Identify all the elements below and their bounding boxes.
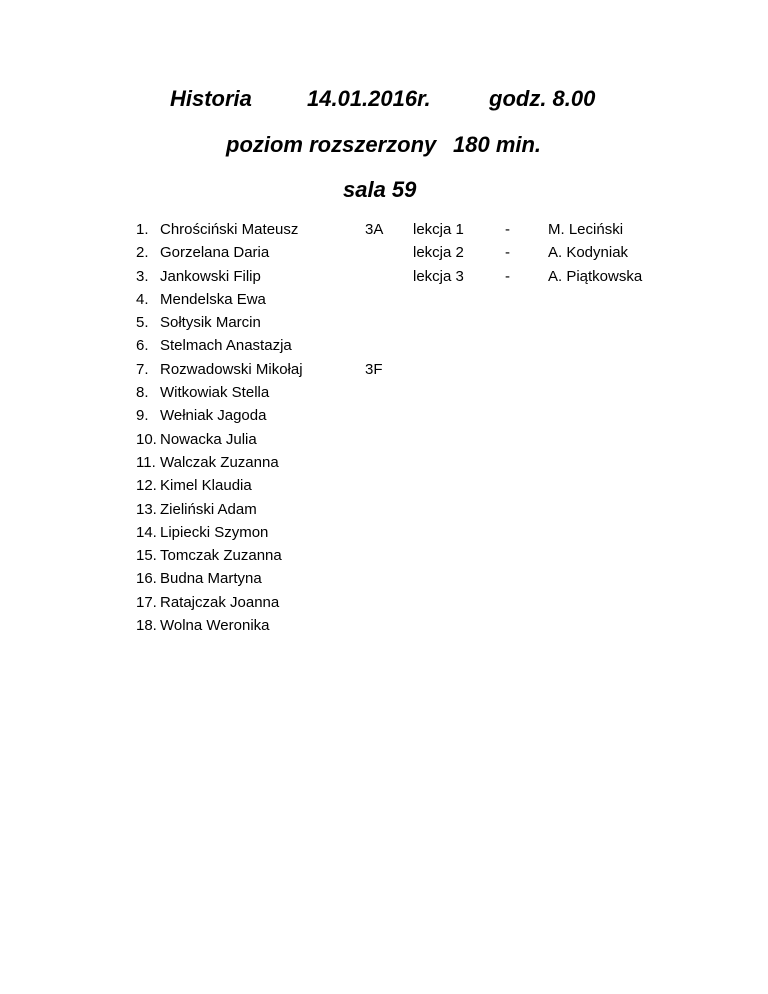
exam-date: 14.01.2016r. xyxy=(307,86,431,111)
student-number: 1. xyxy=(136,221,149,238)
student-number: 8. xyxy=(136,384,149,402)
lesson-label: lekcja 3 xyxy=(413,267,464,285)
student-name: Jankowski Filip xyxy=(160,267,261,285)
student-number: 15. xyxy=(136,547,157,565)
student-number: 2. xyxy=(136,244,149,262)
exam-subject: Historia xyxy=(170,86,252,111)
separator-dash: - xyxy=(505,244,510,262)
student-name: Witkowiak Stella xyxy=(160,384,270,402)
class-label: 3F xyxy=(365,360,383,378)
student-number: 7. xyxy=(136,360,149,378)
student-number: 10. xyxy=(136,430,157,448)
student-number: 3. xyxy=(136,267,149,285)
lesson-label: lekcja 1 xyxy=(413,221,464,238)
student-number: 5. xyxy=(136,314,149,332)
student-number: 11. xyxy=(136,453,156,471)
student-name: Chrościński Mateusz xyxy=(160,221,299,238)
teacher-name: A. Kodyniak xyxy=(548,244,629,262)
student-name: Ratajczak Joanna xyxy=(160,593,280,611)
student-name: Lipiecki Szymon xyxy=(160,523,269,541)
class-label: 3A xyxy=(365,221,384,238)
separator-dash: - xyxy=(505,267,510,285)
student-number: 6. xyxy=(136,337,149,355)
exam-duration: 180 min. xyxy=(453,132,542,157)
student-name: Mendelska Ewa xyxy=(160,290,266,308)
lesson-label: lekcja 2 xyxy=(413,244,464,262)
exam-level: poziom rozszerzony xyxy=(226,132,437,157)
student-number: 13. xyxy=(136,500,157,518)
student-name: Wełniak Jagoda xyxy=(160,407,267,425)
student-name: Tomczak Zuzanna xyxy=(160,547,282,565)
student-name: Stelmach Anastazja xyxy=(160,337,292,355)
student-name: Zieliński Adam xyxy=(160,500,257,518)
student-number: 9. xyxy=(136,407,149,425)
student-number: 12. xyxy=(136,477,157,495)
student-number: 4. xyxy=(136,290,149,308)
student-number: 16. xyxy=(136,570,157,588)
student-name: Sołtysik Marcin xyxy=(160,314,261,332)
exam-room: sala 59 xyxy=(343,177,417,202)
student-name: Budna Martyna xyxy=(160,570,262,588)
teacher-name: A. Piątkowska xyxy=(548,267,643,285)
student-name: Nowacka Julia xyxy=(160,430,257,448)
student-name: Kimel Klaudia xyxy=(160,477,252,495)
student-number: 18. xyxy=(136,617,157,635)
student-number: 17. xyxy=(136,593,157,611)
exam-time: godz. 8.00 xyxy=(489,86,596,111)
student-name: Walczak Zuzanna xyxy=(160,453,279,471)
student-name: Wolna Weronika xyxy=(160,617,270,635)
teacher-name: M. Leciński xyxy=(548,221,624,238)
student-name: Gorzelana Daria xyxy=(160,244,270,262)
separator-dash: - xyxy=(505,221,510,238)
student-name: Rozwadowski Mikołaj xyxy=(160,360,303,378)
student-number: 14. xyxy=(136,523,157,541)
